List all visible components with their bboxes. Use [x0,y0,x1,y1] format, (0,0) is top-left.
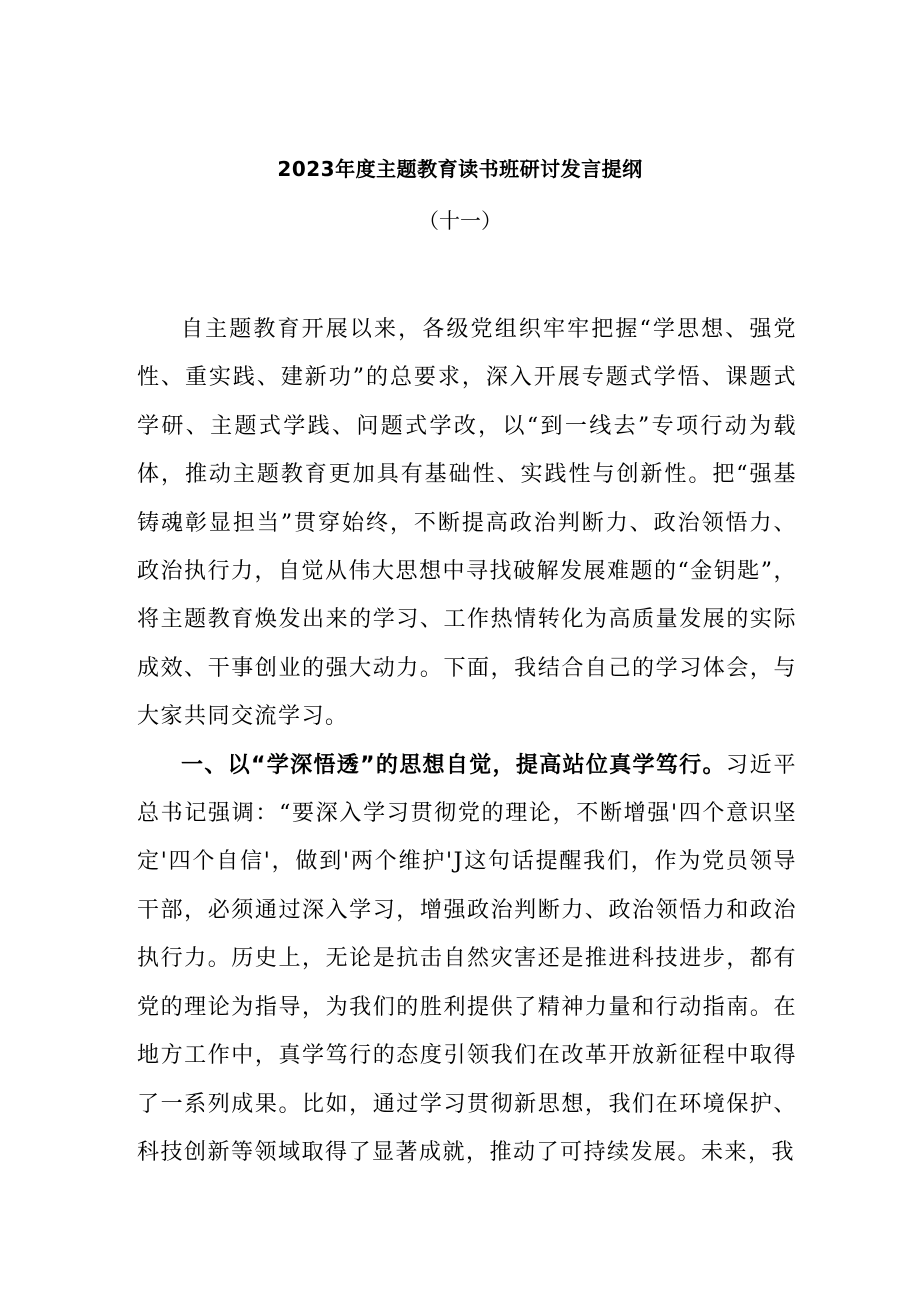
section-1-paragraph [137,742,797,1178]
document-body [137,306,797,1177]
document-title: 2023年度主题教育读书班研讨发言提纲 [277,157,643,181]
document-subtitle: （十一） [418,209,502,233]
section-1-heading: 一、以“学深悟透”的思想自觉，提高站位真学笃行。 [181,752,726,778]
intro-paragraph: 自主题教育开展以来，各级党组织牢牢把握“学思想、强党性、重实践、建新功”的总要求，深入开展专题式学悟、课题式学研、主题式学践、问题式学改，以“到一线去”专项行动为载体，推动主题教育更加具有基础性、实践性与创新性。把“强基铸魂彰显担当”贯穿始终，不断提高政治判断力、政治领悟力、政治执行力，自觉从伟大思想中寻找破解发展难题的“金钥匙”，将主题教育焕发出来的学习、工作热情转化为高质量发展的实际成效、干事创业的强大动力。下面，我结合自己的学习体会，与大家共同交流学习。 [137,317,797,730]
section-1-body: 习近平总书记强调：“要深入学习贯彻党的理论，不断增强'四个意识坚定'四个自信'，做到'两个维护'J这句话提醒我们，作为党员领导干部，必须通过深入学习，增强政治判断力、政治领悟力和政治执行力。历史上，无论是抗击自然灾害还是推进科技进步，都有党的理论为指导，为我们的胜利提供了精神力量和行动指南。在地方工作中，真学笃行的态度引领我们在改革开放新征程中取得了一系列成果。比如，通过学习贯彻新思想，我们在环境保护、科技创新等领域取得了显著成就，推动了可持续发展。未来，我 [137,752,797,1165]
